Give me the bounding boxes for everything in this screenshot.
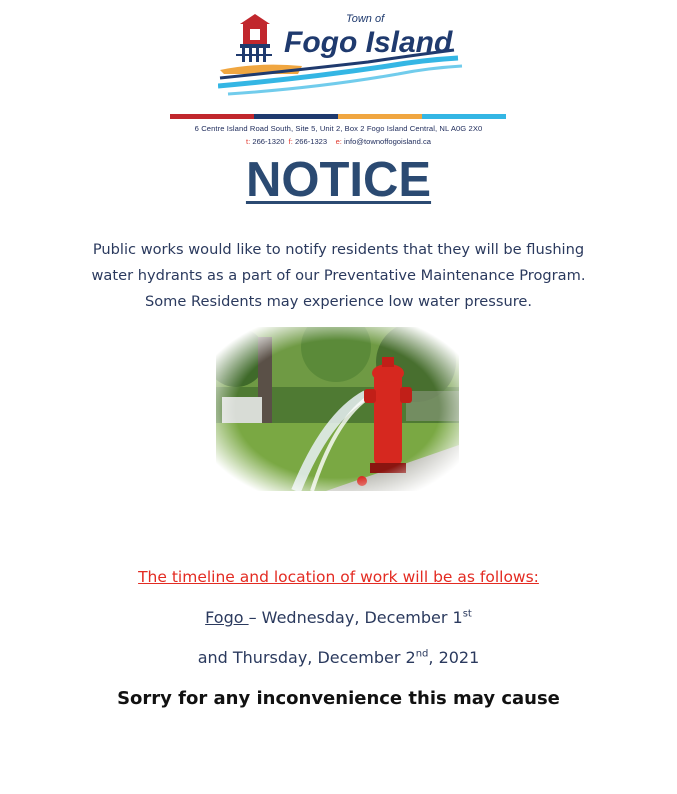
- contact-address: 6 Centre Island Road South, Site 5, Unit 2, Box 2 Fogo Island Central, NL A0G 2X0: [194, 124, 483, 133]
- notice-body-line-1: Public works would like to notify residents that they will be flushing: [92, 241, 585, 258]
- fax-label: f:: [288, 137, 293, 146]
- town-logo: [218, 12, 464, 98]
- email-link[interactable]: info@townoffogoisland.ca: [344, 137, 431, 146]
- tel-value: 266-1320: [252, 137, 285, 146]
- fax-value: 266-1323: [295, 137, 328, 146]
- logo-name-text: Fogo Island: [284, 26, 453, 59]
- hydrant-photo-graphic: [216, 327, 459, 491]
- tel-label: t:: [245, 137, 251, 146]
- color-bar-orange: [338, 114, 422, 119]
- location-fogo: Fogo: [205, 608, 249, 627]
- day2-suffix: nd: [415, 648, 429, 660]
- notice-body: [60, 237, 617, 315]
- notice-body-line-2: water hydrants as a part of our Preventative Maintenance Program.: [91, 267, 586, 284]
- schedule-line-1: [0, 608, 677, 627]
- notice-body-line-3: Some Residents may experience low water pressure.: [144, 293, 532, 310]
- schedule-day1: – Wednesday, December 1: [248, 608, 463, 627]
- notice-heading: NOTICE: [245, 153, 432, 207]
- fogo-island-logo-graphic: [218, 12, 464, 98]
- contact-line: [0, 137, 677, 146]
- closing-apology: Sorry for any inconvenience this may cause: [117, 688, 560, 709]
- day1-suffix: st: [462, 608, 472, 620]
- schedule-year: , 2021: [428, 648, 480, 667]
- schedule-line-2: [0, 648, 677, 667]
- color-bar-navy: [254, 114, 338, 119]
- color-bar-sky: [422, 114, 506, 119]
- brand-color-bar: [170, 114, 506, 119]
- schedule-day2: and Thursday, December 2: [197, 648, 416, 667]
- timeline-heading: The timeline and location of work will be as follows:: [138, 568, 539, 586]
- house-icon: [236, 14, 272, 62]
- fire-hydrant-photo: [216, 327, 459, 491]
- color-bar-red: [170, 114, 254, 119]
- logo-town-of-text: Town of: [346, 13, 385, 25]
- email-label: e:: [335, 137, 342, 146]
